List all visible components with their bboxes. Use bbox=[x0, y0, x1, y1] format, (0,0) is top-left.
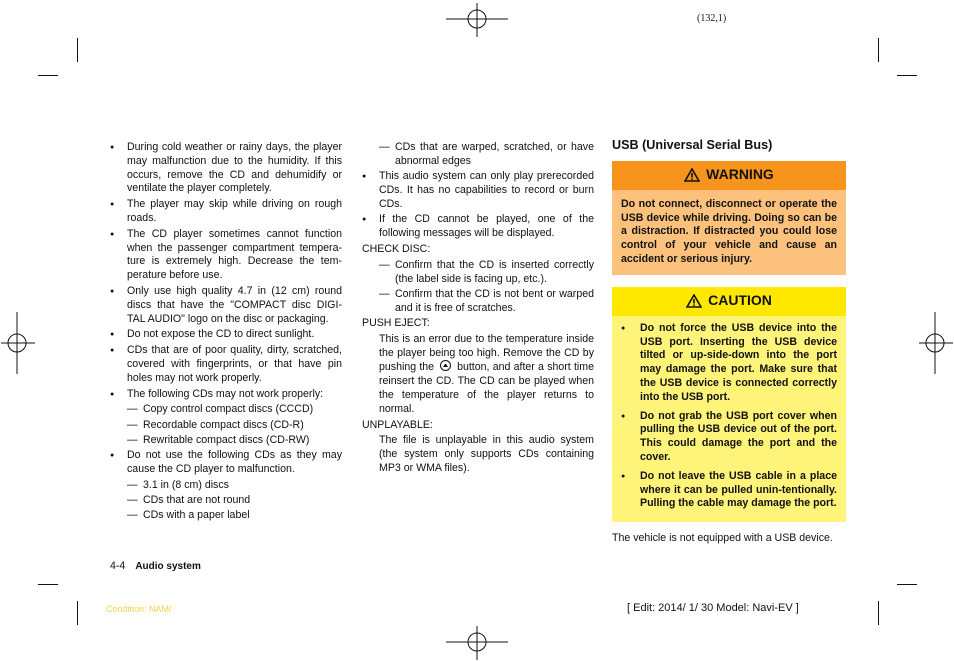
sub-list-item: — CDs that are not round bbox=[127, 494, 342, 508]
caution-body bbox=[612, 316, 846, 522]
warning-header bbox=[612, 161, 846, 190]
caution-item: ● Do not leave the USB cable in a place where it can be pulled unin-tentionally. Pulling the cable may damage the port. bbox=[621, 470, 837, 511]
column-2 bbox=[362, 141, 594, 478]
crop-mark bbox=[77, 38, 78, 62]
list-item: ● The player may skip while driving on rough roads. bbox=[110, 198, 342, 226]
push-eject-text bbox=[379, 333, 594, 417]
eject-icon bbox=[440, 360, 451, 371]
registration-mark-icon bbox=[919, 312, 953, 374]
sub-list-item: — Confirm that the CD is inserted correctly (the label side is facing up, etc.). bbox=[379, 259, 594, 287]
unplayable-text: The file is unplayable in this audio system (the system only supports CDs containing MP3 or WMA files). bbox=[379, 434, 594, 475]
sub-list-item: — CDs with a paper label bbox=[127, 509, 342, 523]
sub-list-item: — CDs that are warped, scratched, or have abnormal edges bbox=[379, 141, 594, 169]
warning-box bbox=[612, 161, 846, 275]
list-item: ● Only use high quality 4.7 in (12 cm) round discs that have the "COMPACT disc DIGI-TAL AUDIO" logo on the disc or packaging. bbox=[110, 285, 342, 326]
list-item: ● If the CD cannot be played, one of the following messages will be displayed. bbox=[362, 213, 594, 241]
list-item: ● This audio system can only play prerecorded CDs. It has no capabilities to record or burn CDs. bbox=[362, 170, 594, 211]
sub-list-item: — Recordable compact discs (CD-R) bbox=[127, 419, 342, 433]
column-3 bbox=[612, 139, 846, 546]
footer-page-number: 4-4 bbox=[110, 560, 126, 572]
caution-triangle-icon bbox=[686, 294, 702, 308]
warning-triangle-icon bbox=[684, 168, 700, 182]
caution-header bbox=[612, 287, 846, 316]
sub-list-item: — Confirm that the CD is not bent or warped and it is free of scratches. bbox=[379, 288, 594, 316]
crop-mark bbox=[38, 75, 58, 76]
crop-mark bbox=[897, 75, 917, 76]
crop-mark bbox=[878, 38, 879, 62]
registration-mark-icon bbox=[446, 626, 508, 660]
warning-label: WARNING bbox=[706, 166, 774, 183]
footer-page bbox=[110, 560, 201, 572]
caution-box bbox=[612, 287, 846, 522]
list-item: ● CDs that are of poor quality, dirty, scratched, covered with fingerprints, or that have pin holes may not work properly. bbox=[110, 344, 342, 385]
warning-text: Do not connect, disconnect or operate the USB device while driving. Doing so can be a distraction. If distracted you could lose control of your vehicle and cause an accident or serious injury. bbox=[621, 197, 837, 265]
registration-mark-icon bbox=[1, 312, 35, 374]
caution-item: ● Do not force the USB device into the USB port. Inserting the USB device tilted or up-side-down into the port may damage the port. Make sure that the USB device is connected correctly into the USB port. bbox=[621, 322, 837, 405]
edit-info: [ Edit: 2014/ 1/ 30 Model: Navi-EV ] bbox=[627, 602, 799, 614]
column-1 bbox=[110, 141, 342, 525]
message-label-push-eject: PUSH EJECT: bbox=[362, 317, 430, 330]
footer-section: Audio system bbox=[135, 561, 201, 572]
message-label-unplayable: UNPLAYABLE: bbox=[362, 418, 433, 431]
push-eject-text-b: button, and after a short time reinsert the CD. The CD can be played when the temperature of the player returns to normal. bbox=[379, 361, 594, 415]
crop-mark bbox=[897, 584, 917, 585]
crop-mark bbox=[77, 601, 78, 625]
crop-mark bbox=[878, 601, 879, 625]
crop-mark bbox=[38, 584, 58, 585]
caution-item: ● Do not grab the USB port cover when pulling the USB device out of the port. This could damage the port and the cover. bbox=[621, 410, 837, 465]
list-item: ● Do not expose the CD to direct sunlight. bbox=[110, 328, 342, 342]
sub-list-item: — Copy control compact discs (CCCD) bbox=[127, 403, 342, 417]
list-item: ● Do not use the following CDs as they may cause the CD player to malfunction. bbox=[110, 449, 342, 477]
list-item: ● During cold weather or rainy days, the player may malfunction due to the humidity. If this occurs, remove the CD and dehumidify or ventilate the player completely. bbox=[110, 141, 342, 196]
sub-list-item: — Rewritable compact discs (CD-RW) bbox=[127, 434, 342, 448]
list-item: ● The CD player sometimes cannot function when the passenger compartment tempera-ture is extremely high. Decrease the tem-perature before use. bbox=[110, 228, 342, 283]
usb-note: The vehicle is not equipped with a USB device. bbox=[612, 532, 833, 545]
registration-mark-icon bbox=[446, 3, 508, 37]
push-eject-text-a: This is an error due to the temperature inside the player being too high. Remove the CD by pushing the bbox=[379, 332, 594, 374]
condition-label: Condition: NAM/ bbox=[106, 604, 172, 614]
sub-list-item: — 3.1 in (8 cm) discs bbox=[127, 479, 342, 493]
section-title: USB (Universal Serial Bus) bbox=[612, 138, 773, 152]
list-item: ● The following CDs may not work properly: bbox=[110, 388, 342, 402]
page-number: (132,1) bbox=[697, 13, 727, 24]
caution-label: CAUTION bbox=[708, 292, 772, 309]
message-label-check-disc: CHECK DISC: bbox=[362, 243, 431, 256]
